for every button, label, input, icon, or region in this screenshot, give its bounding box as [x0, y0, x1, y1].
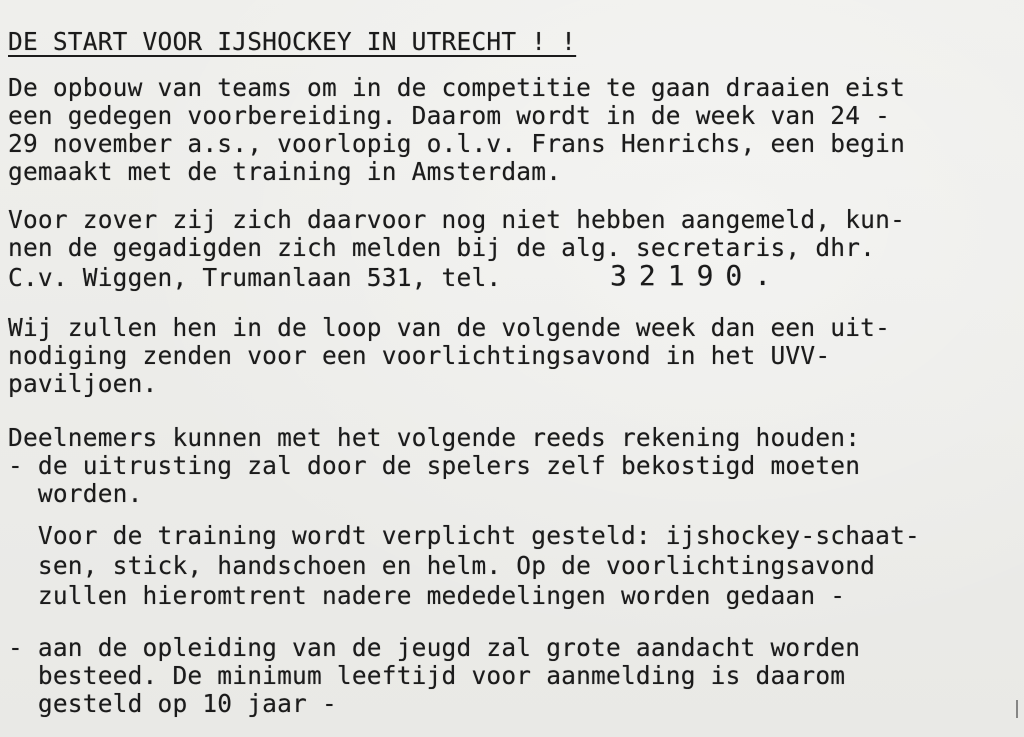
bullet-1-line-3: Voor de training wordt verplicht gesteld: ijshockey-schaat-: [8, 521, 920, 550]
bullet-1-line-1: - de uitrusting zal door de spelers zelf bekostigd moeten: [8, 451, 861, 480]
paragraph-1-line-4: gemaakt met de training in Amsterdam.: [8, 157, 562, 186]
bullet-1-line-2: worden.: [8, 479, 143, 508]
paragraph-2-line-2: nen de gegadigden zich melden bij de alg. secretaris, dhr.: [8, 233, 876, 262]
paragraph-2-line-1: Voor zover zij zich daarvoor nog niet hebben aangemeld, kun-: [8, 205, 906, 234]
bullet-2-line-3: gesteld op 10 jaar -: [8, 689, 337, 718]
paragraph-2-line-3: C.v. Wiggen, Trumanlaan 531, tel.: [8, 263, 502, 292]
margin-mark: [1016, 700, 1018, 718]
paragraph-4-line-1: Deelnemers kunnen met het volgende reeds rekening houden:: [8, 423, 861, 452]
paragraph-1-line-1: De opbouw van teams om in de competitie te gaan draaien eist: [8, 73, 906, 102]
paragraph-3-line-3: paviljoen.: [8, 369, 158, 398]
paragraph-1-line-3: 29 november a.s., voorlopig o.l.v. Frans Henrichs, een begin: [8, 129, 906, 158]
phone-number: 32190.: [610, 259, 784, 292]
bullet-2-line-1: - aan de opleiding van de jeugd zal grote aandacht worden: [8, 633, 861, 662]
paragraph-3-line-2: nodiging zenden voor een voorlichtingsavond in het UVV-: [8, 341, 831, 370]
paragraph-3-line-1: Wij zullen hen in de loop van de volgende week dan een uit-: [8, 313, 891, 342]
bullet-1-line-4: sen, stick, handschoen en helm. Op de voorlichtingsavond: [8, 551, 876, 580]
document-title: DE START VOOR IJSHOCKEY IN UTRECHT ! !: [8, 27, 577, 56]
bullet-1-line-5: zullen hieromtrent nadere mededelingen worden gedaan -: [8, 581, 846, 610]
bullet-2-line-2: besteed. De minimum leeftijd voor aanmelding is daarom: [8, 661, 846, 690]
paragraph-1-line-2: een gedegen voorbereiding. Daarom wordt in de week van 24 -: [8, 101, 891, 130]
